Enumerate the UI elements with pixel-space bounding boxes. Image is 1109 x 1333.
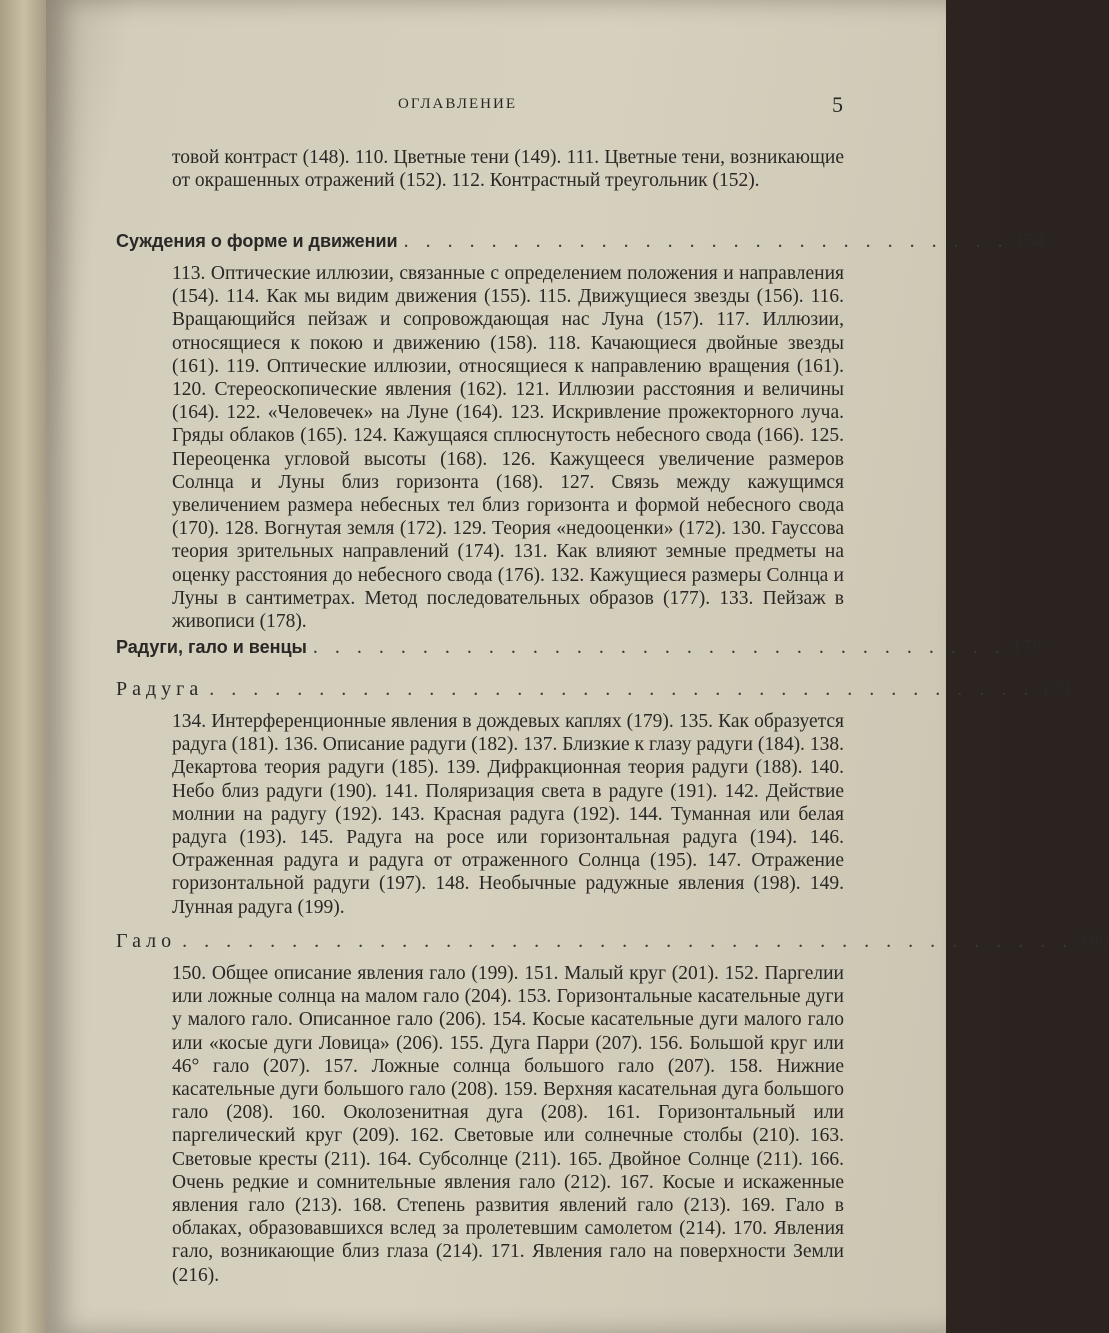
toc-entry-title: Суждения о форме и движении xyxy=(116,231,398,251)
toc-leader-dots: . . . . . . . . . . . . . . . . . . . . . . . . . . . . xyxy=(403,230,1009,252)
toc-entry-contents: 113. Оптические иллюзии, связанные с определением положения и направления (154). 114. Как мы видим движения (155). 115. Движущиеся звезды (156). 116. Вращающийся пейзаж и сопровождающая нас Луна (157). 117. Иллюзии, относящиеся к покою и движению (158). 118. Качающиеся двойные звезды (161). 119. Оптические иллюзии, относящиеся к направлению вращения (161). 120. Стереоскопические явления (162). 121. Иллюзии расстояния и величины (164). 122. «Человечек» на Луне (164). 123. Искривление прожекторного луча. Гряды облаков (165). 124. Кажущаяся сплюснутость небесного свода (166). 125. Переоценка угловой высоты (168). 126. Кажущееся увеличение размеров Солнца и Луны близ горизонта (168). 127. Связь между кажущимся увеличением размера небесных тел близ горизонта и формой небесного свода (170). 128. Вогнутая земля (172). 129. Теория «недооценки» (172). 130. Гауссова теория зрительных направлений (174). 131. Как влияют земные предметы на оценку расстояния до небесного свода (176). 132. Кажущиеся размеры Солнца и Луны в сантиметрах. Метод последовательных образов (177). 133. Пейзаж в живописи (178). xyxy=(172,263,844,633)
toc-entry-page: 154 xyxy=(1014,230,1045,252)
toc-entry-title: Радуги, гало и венцы xyxy=(116,637,307,657)
toc-entry-title: Гало xyxy=(116,930,177,952)
toc-entry-contents: 134. Интерференционные явления в дождевых каплях (179). 135. Как образуется радуга (181). 136. Описание радуги (182). 137. Близкие к глазу радуги (184). 138. Декартова теория радуги (185). 139. Дифракционная теория радуги (188). 140. Небо близ радуги (190). 141. Поляризация света в радуге (191). 142. Действие молнии на радугу (192). 143. Красная радуга (192). 144. Туманная или белая радуга (193). 145. Радуга на росе или горизонтальная радуга (194). 146. Отраженная радуга и радуга от отраженного Солнца (195). 147. Отражение горизонтальной радуги (197). 148. Необычные радужные явления (198). 149. Лунная радуга (199). xyxy=(172,711,844,918)
toc-entry-contents: 150. Общее описание явления гало (199). 151. Малый круг (201). 152. Паргелии или ложные солнца на малом гало (204). 153. Горизонтальные касательные дуги у малого гало. Описанное гало (206). 154. Косые касательные дуги малого гало или «косые дуги Ловица» (206). 155. Дуга Парри (207). 156. Большой круг или 46° гало (207). 157. Ложные солнца большого гало (207). 158. Нижние касательные дуги большого гало (208). 159. Верхняя касательная дуга большого гало (208). 160. Околозенитная дуга (208). 161. Горизонтальный или паргелический круг (209). 162. Световые или солнечные столбы (210). 163. Световые кресты (211). 164. Субсолнце (211). 165. Двойное Солнце (211). 166. Очень редкие и сомнительные явления гало (212). 167. Косые и искаженные явления гало (213). 168. Степень развития явлений гало (213). 169. Гало в облаках, образовавшихся вслед за пролетевшим самолетом (214). 170. Явления гало, возникающие близ глаза (214). 171. Явления гало на поверхности Земли (216). xyxy=(172,963,844,1286)
toc-leader-dots: . . . . . . . . . . . . . . . . . . . . . . . . . . . . . . . . xyxy=(312,636,1006,658)
book-page xyxy=(46,0,1109,1333)
toc-leader-dots: . . . . . . . . . . . . . . . . . . . . . . . . . . . . . . . . . . . . . . xyxy=(209,678,1035,700)
toc-entry-page: 179 xyxy=(1011,636,1042,658)
toc-entry-title: Радуга xyxy=(116,678,204,700)
toc-entry-halo[interactable] xyxy=(116,930,1109,956)
toc-entry-page: 179 xyxy=(1040,678,1071,700)
page-header xyxy=(46,92,946,122)
page-number: 5 xyxy=(832,92,843,117)
toc-entry-rainbow[interactable] xyxy=(116,678,1071,704)
toc-entry-form-motion[interactable] xyxy=(116,230,1045,256)
running-title: ОГЛАВЛЕНИЕ xyxy=(398,96,517,112)
toc-entry-page: 199 xyxy=(1079,930,1109,952)
intro-paragraph: товой контраст (148). 110. Цветные тени (149). 111. Цветные тени, возникающие от окрашенных отражений (152). 112. Контрастный треугольник (152). xyxy=(172,147,844,192)
toc-leader-dots: . . . . . . . . . . . . . . . . . . . . . . . . . . . . . . . . . . . . . . . . . xyxy=(182,930,1074,952)
toc-entry-rainbows-halos[interactable] xyxy=(116,636,1042,662)
